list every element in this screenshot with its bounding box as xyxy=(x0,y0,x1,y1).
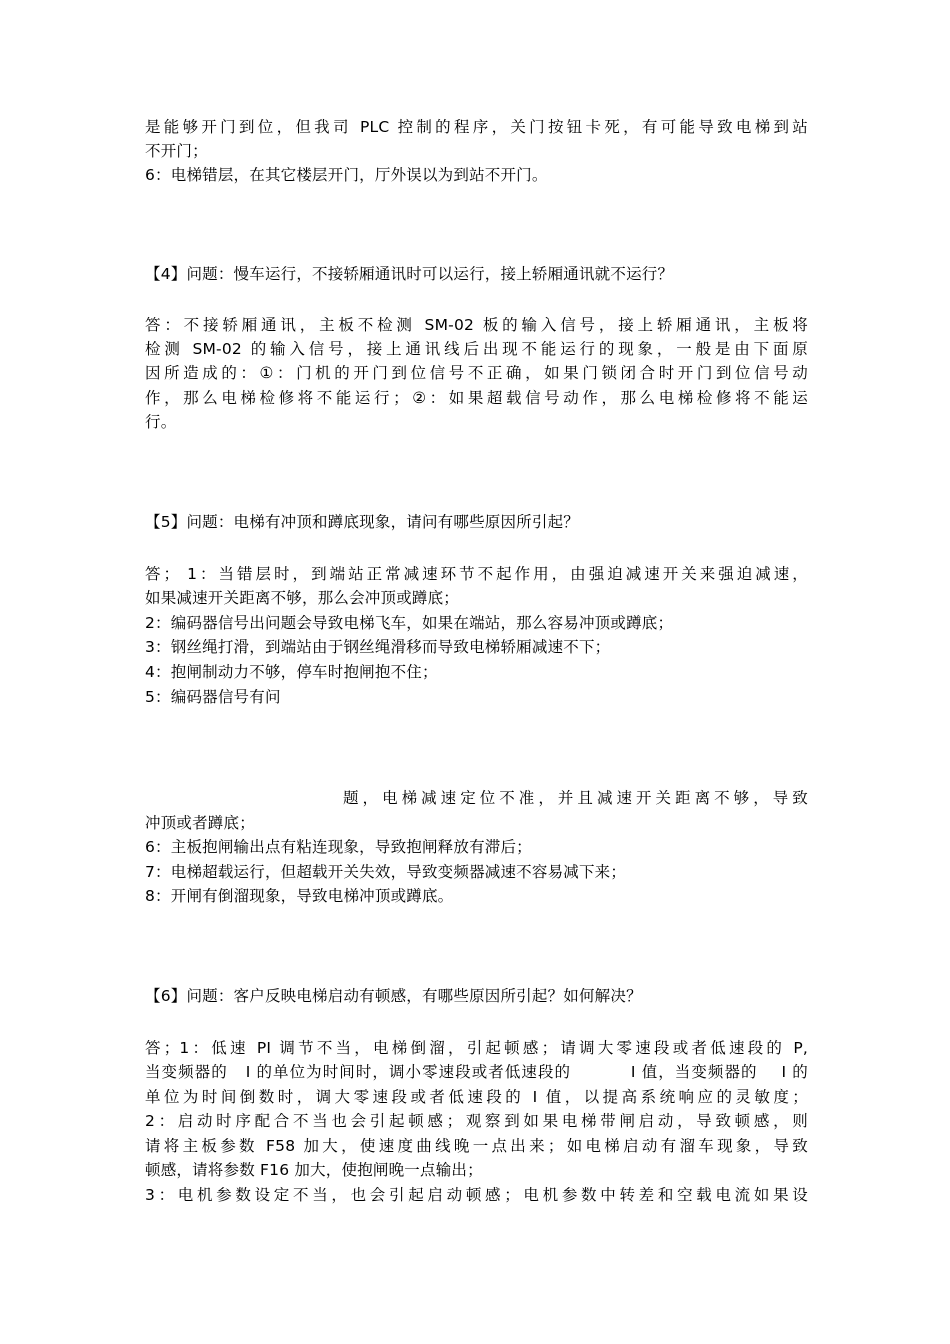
answer-line: 行。 xyxy=(145,413,177,431)
text-line: 是能够开门到位，但我司 PLC 控制的程序，关门按钮卡死，有可能导致电梯到站 xyxy=(145,118,808,136)
answer-line: 8：开闸有倒溜现象，导致电梯冲顶或蹲底。 xyxy=(145,887,454,905)
answer-line: 当变频器的 I 的单位为时间时，调小零速段或者低速段的 I 值，当变频器的 I 的 xyxy=(145,1063,808,1081)
text-line: 6：电梯错层，在其它楼层开门，厅外误以为到站不开门。 xyxy=(145,166,548,184)
answer-line: 冲顶或者蹲底； xyxy=(145,814,255,832)
answer-line: 答：不接轿厢通讯，主板不检测 SM-02 板的输入信号，接上轿厢通讯，主板将 xyxy=(145,316,808,334)
answer-line: 3：钢丝绳打滑，到端站由于钢丝绳滑移而导致电梯轿厢减速不下； xyxy=(145,638,611,656)
answer-line: 2：启动时序配合不当也会引起顿感；观察到如果电梯带闸启动，导致顿感，则 xyxy=(145,1112,808,1130)
answer-line: 7：电梯超载运行，但超载开关失效，导致变频器减速不容易减下来； xyxy=(145,863,627,881)
answer-line: 单位为时间倒数时，调大零速段或者低速段的 I 值，以提高系统响应的灵敏度； xyxy=(145,1088,808,1106)
question-heading: 【6】问题：客户反映电梯启动有顿感，有哪些原因所引起？如何解决？ xyxy=(145,987,642,1005)
text-line: 不开门； xyxy=(145,142,208,160)
answer-line: 5：编码器信号有问 xyxy=(145,688,281,706)
answer-line: 2：编码器信号出问题会导致电梯飞车，如果在端站，那么容易冲顶或蹲底； xyxy=(145,614,674,632)
answer-line: 题，电梯减速定位不准，并且减速开关距离不够，导致 xyxy=(343,789,808,807)
answer-line: 答； 1：当错层时，到端站正常减速环节不起作用，由强迫减速开关来强迫减速， xyxy=(145,565,808,583)
answer-line: 作，那么电梯检修将不能运行；②：如果超载信号动作，那么电梯检修将不能运 xyxy=(145,389,808,407)
answer-line: 4：抱闸制动力不够，停车时抱闸抱不住； xyxy=(145,663,438,681)
answer-line: 请将主板参数 F58 加大，使速度曲线晚一点出来；如电梯启动有溜车现象，导致 xyxy=(145,1137,808,1155)
answer-line: 答；1：低速 PI 调节不当，电梯倒溜，引起顿感；请调大零速段或者低速段的 P, xyxy=(145,1039,808,1057)
answer-line: 如果减速开关距离不够，那么会冲顶或蹲底； xyxy=(145,589,460,607)
answer-line: 因所造成的：①：门机的开门到位信号不正确，如果门锁闭合时开门到位信号动 xyxy=(145,364,808,382)
answer-line: 6：主板抱闸输出点有粘连现象，导致抱闸释放有滞后； xyxy=(145,838,532,856)
question-heading: 【4】问题：慢车运行，不接轿厢通讯时可以运行，接上轿厢通讯就不运行？ xyxy=(145,265,674,283)
answer-line: 顿感，请将参数 F16 加大，使抱闸晚一点输出； xyxy=(145,1161,483,1179)
answer-line: 3：电机参数设定不当，也会引起启动顿感；电机参数中转差和空载电流如果设 xyxy=(145,1186,808,1204)
question-heading: 【5】问题：电梯有冲顶和蹲底现象，请问有哪些原因所引起？ xyxy=(145,513,579,531)
answer-line: 检测 SM-02 的输入信号，接上通讯线后出现不能运行的现象，一般是由下面原 xyxy=(145,340,808,358)
